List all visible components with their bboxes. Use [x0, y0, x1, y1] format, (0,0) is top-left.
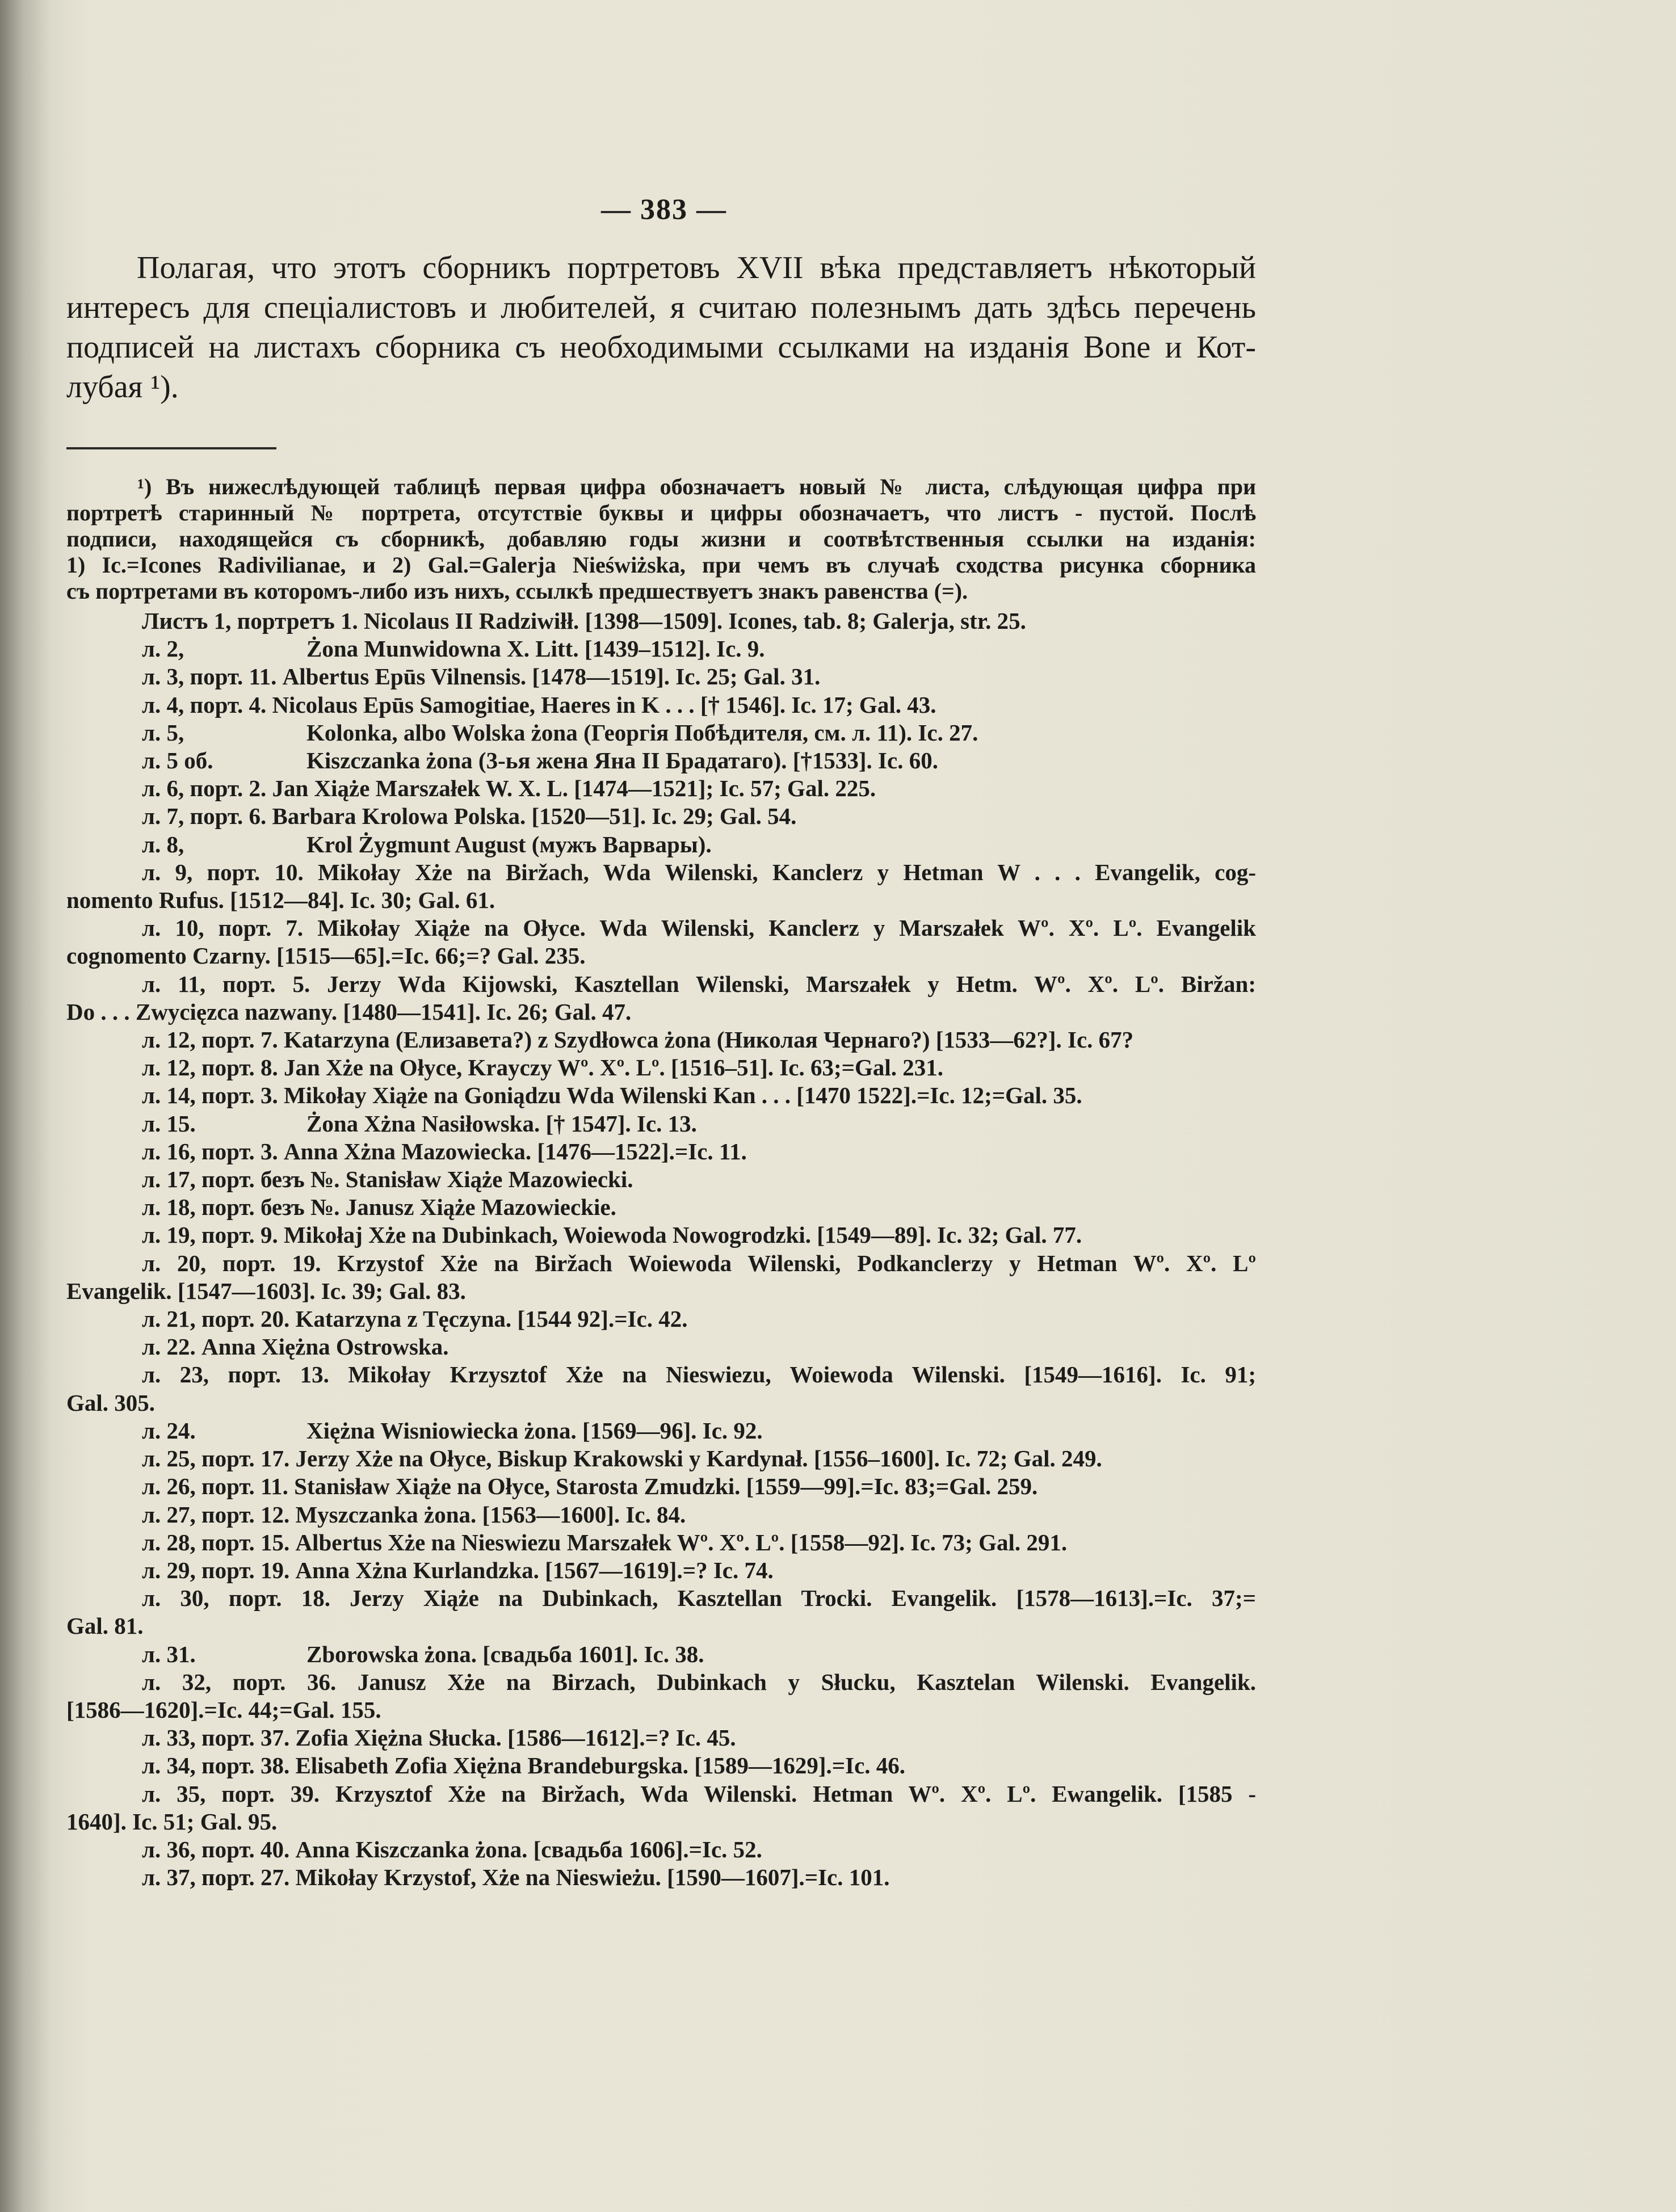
- entry-text: Xiężna Wisniowiecka żona. [1569—96]. Ic. 92.: [306, 1417, 763, 1444]
- list-entry: [66, 1417, 1256, 1445]
- list-entry: [66, 719, 1256, 747]
- list-entry: [66, 663, 1256, 691]
- entry-line: л. 33, порт. 37. Zofia Xiężna Słucka. [1586—1612].=? Ic. 45.: [142, 1725, 736, 1751]
- entry-line: л. 16, порт. 3. Anna Xżna Mazowiecka. [1476—1522].=Ic. 11.: [142, 1138, 747, 1164]
- list-entry: [66, 1305, 1256, 1333]
- entry-line: л. 3, порт. 11. Albertus Epūs Vilnensis. [1478—1519]. Ic. 25; Gal. 31.: [142, 663, 821, 690]
- entry-line: [66, 719, 1256, 747]
- entry-text: Żona Xżna Nasiłowska. [† 1547]. Ic. 13.: [306, 1110, 697, 1137]
- list-entry: [66, 1110, 1256, 1138]
- list-entry: [66, 1333, 1256, 1361]
- footnote-line: портретѣ старинный № портрета, отсутствіе буквы и цифры обозначаетъ, что листъ - пустой. Послѣ: [66, 500, 1256, 525]
- list-entry: [66, 1193, 1256, 1221]
- entry-line: [66, 635, 1256, 663]
- list-entry: [66, 1361, 1256, 1416]
- list-entry: [66, 747, 1256, 775]
- entry-line: [66, 747, 1256, 775]
- entry-line: Листъ 1, портретъ 1. Nicolaus II Radziwiłł. [1398—1509]. Icones, tab. 8; Galerja, str. 25.: [142, 608, 1026, 634]
- list-entry: [66, 1724, 1256, 1752]
- footnote-line: 1) Ic.=Icones Radivilianae, и 2) Gal.=Galerja Nieświżska, при чемъ въ случаѣ сходства рисунка сборника: [66, 552, 1256, 578]
- sheet-label: л. 15.: [142, 1110, 196, 1137]
- list-entry: [66, 691, 1256, 719]
- sheet-label: л. 5 об.: [142, 747, 213, 774]
- entry-line: л. 36, порт. 40. Anna Kiszczanka żona. [свадьба 1606].=Ic. 52.: [142, 1836, 762, 1862]
- entry-text: Kolonka, albo Wolska żona (Георгія Побѣдителя, см. л. 11). Ic. 27.: [306, 719, 978, 746]
- entry-text: Krol Żygmunt August (мужъ Варвары).: [306, 831, 712, 857]
- list-entry: [66, 1473, 1256, 1500]
- entry-line: [1586—1620].=Ic. 44;=Gal. 155.: [66, 1696, 381, 1723]
- entry-line: Evangelik. [1547—1603]. Ic. 39; Gal. 83.: [66, 1277, 466, 1304]
- entry-line: [66, 1641, 1256, 1668]
- entry-line: л. 22. Anna Xiężna Ostrowska.: [142, 1334, 449, 1360]
- footnote-line: подписи, находящейся съ сборникѣ, добавляю годы жизни и соотвѣтственныя ссылки на изданія:: [66, 526, 1256, 552]
- list-entry: [66, 1445, 1256, 1473]
- entry-line: 1640]. Ic. 51; Gal. 95.: [66, 1808, 278, 1835]
- list-entry: [66, 1250, 1256, 1305]
- entry-line: nomento Rufus. [1512—84]. Ic. 30; Gal. 61.: [66, 887, 495, 914]
- entry-text: Żona Munwidowna X. Litt. [1439–1512]. Ic. 9.: [306, 636, 765, 662]
- entry-line: Do . . . Zwycięzca nazwany. [1480—1541]. Ic. 26; Gal. 47.: [66, 998, 632, 1025]
- footnote-divider: [66, 447, 276, 449]
- entry-line: л. 34, порт. 38. Elisabeth Zofia Xiężna Brandeburgska. [1589—1629].=Ic. 46.: [142, 1752, 906, 1779]
- entry-line: л. 17, порт. безъ №. Stanisław Xiąże Mazowiecki.: [142, 1166, 633, 1193]
- list-entry: [66, 1864, 1256, 1891]
- entry-text: Kiszczanka żona (3-ья жена Яна II Брадатаго). [†1533]. Ic. 60.: [306, 747, 938, 774]
- entry-line: л. 4, порт. 4. Nicolaus Epūs Samogitiae, Haeres in K . . . [† 1546]. Ic. 17; Gal. 43.: [142, 691, 936, 718]
- entry-line: л. 11, порт. 5. Jerzy Wda Kijowski, Kasztellan Wilenski, Marszałek y Hetm. Wº. Xº. Lº. Biržan:: [142, 970, 1256, 997]
- list-entry: [66, 1054, 1256, 1082]
- intro-paragraph: [66, 248, 1256, 407]
- entry-line: [66, 831, 1256, 859]
- entry-line: л. 7, порт. 6. Barbara Krolowa Polska. [1520—51]. Ic. 29; Gal. 54.: [142, 803, 797, 830]
- entry-line: [66, 1110, 1256, 1138]
- paragraph-line: лубая ¹).: [66, 369, 179, 405]
- footnote-line: съ портретами въ которомъ-либо изъ нихъ, ссылкѣ предшествуетъ знакъ равенства (=).: [66, 578, 968, 604]
- sheet-label: л. 2,: [142, 636, 184, 662]
- sheet-label: л. 8,: [142, 831, 184, 857]
- entry-line: л. 9, порт. 10. Mikołay Xże na Biržach, Wda Wilenski, Kanclerz y Hetman W . . . Evangelik, cog-: [142, 859, 1256, 885]
- list-entry: [66, 1584, 1256, 1640]
- list-entry: [66, 1529, 1256, 1557]
- entry-line: л. 14, порт. 3. Mikołay Xiąże na Goniądzu Wda Wilenski Kan . . . [1470 1522].=Ic. 12;=Gal. 35.: [142, 1082, 1082, 1109]
- entry-line: л. 28, порт. 15. Albertus Xże na Nieswiezu Marszałek Wº. Xº. Lº. [1558—92]. Ic. 73; Gal. 291.: [142, 1529, 1068, 1555]
- list-entry: [66, 1780, 1256, 1836]
- entry-line: л. 30, порт. 18. Jerzy Xiąże na Dubinkach, Kasztellan Trocki. Evangelik. [1578—1613].=Ic. 37;=: [142, 1585, 1256, 1612]
- entry-line: л. 21, порт. 20. Katarzyna z Tęczyna. [1544 92].=Ic. 42.: [142, 1306, 688, 1332]
- page-number: — 383 —: [601, 194, 727, 226]
- list-entry: [66, 1668, 1256, 1724]
- entry-text: Zborowska żona. [свадьба 1601]. Ic. 38.: [306, 1641, 704, 1667]
- list-entry: [66, 1026, 1256, 1054]
- list-entry: [66, 831, 1256, 859]
- entry-line: л. 23, порт. 13. Mikołay Krzysztof Xże na Nieswiezu, Woiewoda Wilenski. [1549—1616]. Ic. 91;: [142, 1361, 1256, 1388]
- paragraph-line: подписей на листахъ сборника съ необходимыми ссылками на изданія Bone и Кот-: [66, 330, 1256, 365]
- list-entry: [66, 859, 1256, 914]
- list-entry: [66, 1557, 1256, 1584]
- sheet-label: л. 24.: [142, 1417, 196, 1444]
- entry-line: л. 20, порт. 19. Krzystof Xże na Biržach Woiewoda Wilenski, Podkanclerzy y Hetman Wº. Xº. Lº: [142, 1250, 1256, 1276]
- entry-line: [66, 1417, 1256, 1445]
- list-entry: [66, 1752, 1256, 1780]
- entry-line: cognomento Czarny. [1515—65].=Ic. 66;=? Gal. 235.: [66, 943, 586, 969]
- paragraph-line: Полагая, что этотъ сборникъ портретовъ XVII вѣка представляетъ нѣкоторый: [137, 250, 1256, 285]
- entry-line: л. 29, порт. 19. Anna Xżna Kurlandzka. [1567—1619].=? Ic. 74.: [142, 1557, 774, 1583]
- sheet-label: л. 31.: [142, 1641, 196, 1667]
- list-entry: [66, 1501, 1256, 1529]
- entry-line: л. 6, порт. 2. Jan Xiąże Marszałek W. X. L. [1474—1521]; Ic. 57; Gal. 225.: [142, 775, 876, 802]
- list-entry: [66, 802, 1256, 830]
- list-entry: [66, 1138, 1256, 1166]
- paragraph-line: интересъ для спеціалистовъ и любителей, я считаю полезнымъ дать здѣсь перечень: [66, 290, 1256, 325]
- list-entry: [66, 914, 1256, 970]
- entry-line: л. 35, порт. 39. Krzysztof Xże na Biržach, Wda Wilenski. Hetman Wº. Xº. Lº. Ewangelik. [1585 -: [142, 1780, 1256, 1807]
- list-entry: [66, 1082, 1256, 1109]
- list-entry: [66, 1641, 1256, 1668]
- entry-line: л. 18, порт. безъ №. Janusz Xiąże Mazowieckie.: [142, 1194, 616, 1221]
- entry-line: л. 10, порт. 7. Mikołay Xiąże na Ołyce. Wda Wilenski, Kanclerz y Marszałek Wº. Xº. Lº. Evangelik: [142, 915, 1256, 941]
- entry-line: л. 12, порт. 7. Katarzyna (Елизавета?) z Szydłowca żona (Николая Чернаго?) [1533—62?]. Ic. 67?: [142, 1027, 1134, 1053]
- list-entry: [66, 775, 1256, 802]
- list-entry: [66, 607, 1256, 635]
- entry-line: л. 25, порт. 17. Jerzy Xże na Ołyce, Biskup Krakowski y Kardynał. [1556–1600]. Ic. 72; Gal. 249.: [142, 1445, 1102, 1472]
- footnote: [66, 474, 1256, 604]
- entry-line: л. 12, порт. 8. Jan Xże na Ołyce, Krayczy Wº. Xº. Lº. [1516–51]. Ic. 63;=Gal. 231.: [142, 1054, 944, 1081]
- entry-line: Gal. 81.: [66, 1613, 144, 1639]
- entry-line: Gal. 305.: [66, 1389, 156, 1416]
- entry-line: л. 37, порт. 27. Mikołay Krzystof, Xże na Nieswieżu. [1590—1607].=Ic. 101.: [142, 1864, 890, 1891]
- list-entry: [66, 1221, 1256, 1249]
- entry-line: л. 19, порт. 9. Mikołaj Xże na Dubinkach, Woiewoda Nowogrodzki. [1549—89]. Ic. 32; Gal. 77.: [142, 1222, 1082, 1248]
- entry-line: л. 32, порт. 36. Janusz Xże na Birzach, Dubinkach y Słucku, Kasztelan Wilenski. Evangelik.: [142, 1668, 1256, 1695]
- list-entry: [66, 635, 1256, 663]
- list-entry: [66, 970, 1256, 1026]
- sheet-label: л. 5,: [142, 719, 184, 746]
- list-entry: [66, 1166, 1256, 1193]
- portrait-list: [66, 607, 1256, 1891]
- entry-line: л. 27, порт. 12. Myszczanka żona. [1563—1600]. Ic. 84.: [142, 1501, 686, 1528]
- footnote-line: ¹) Въ нижеслѣдующей таблицѣ первая цифра обозначаетъ новый № листа, слѣдующая цифра при: [137, 474, 1256, 499]
- list-entry: [66, 1836, 1256, 1864]
- entry-line: л. 26, порт. 11. Stanisław Xiąże na Ołyce, Starosta Zmudzki. [1559—99].=Ic. 83;=Gal. 259.: [142, 1473, 1038, 1500]
